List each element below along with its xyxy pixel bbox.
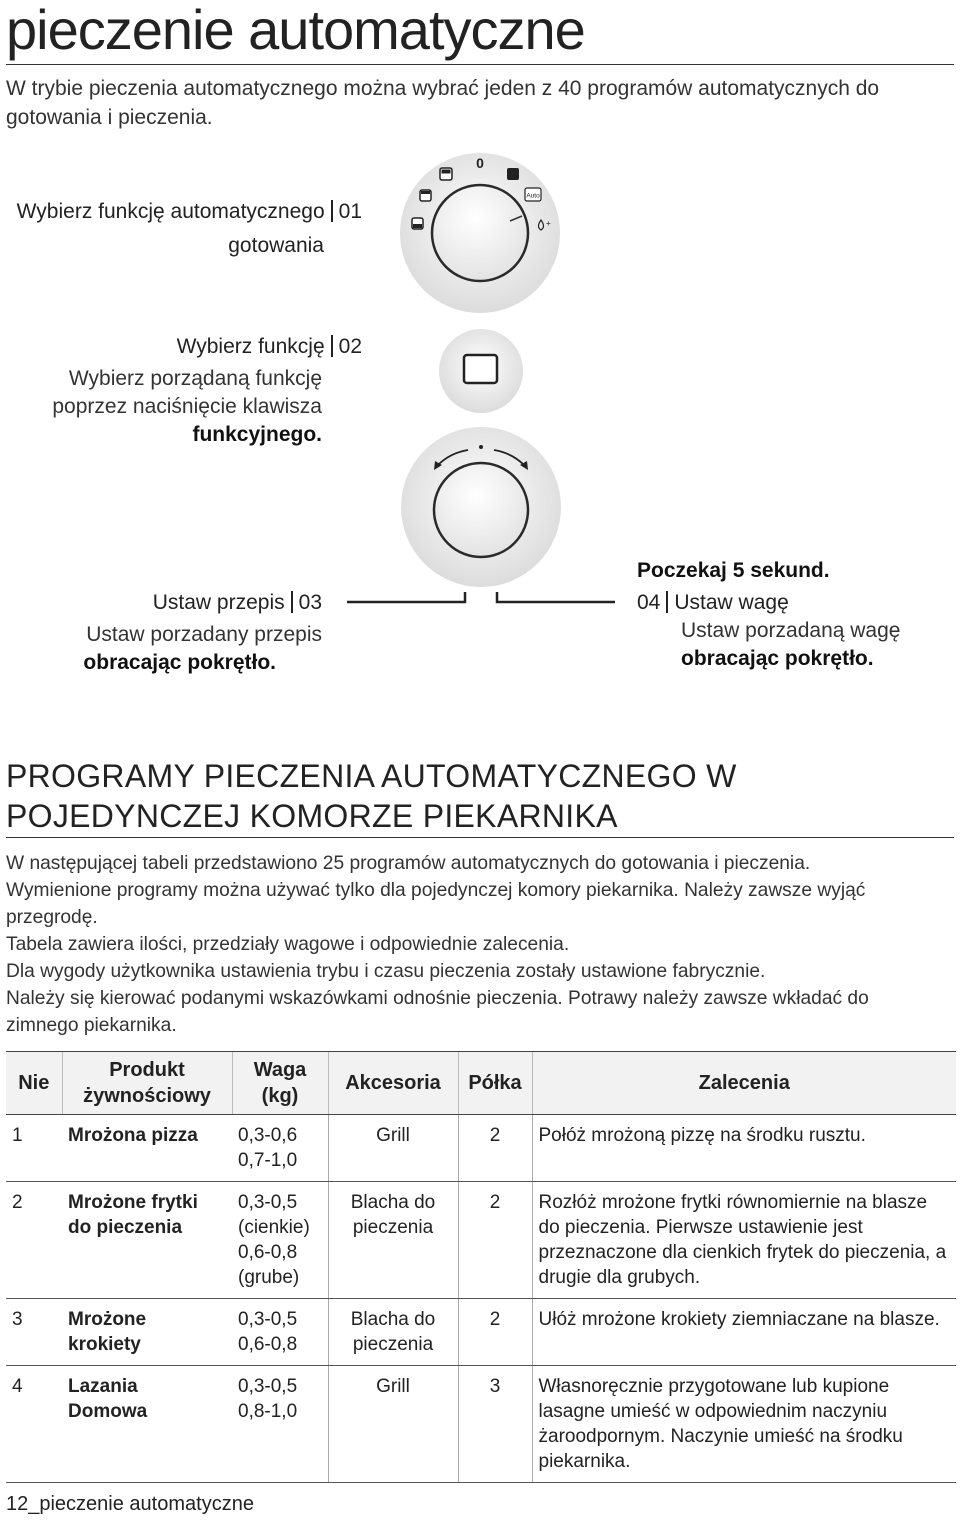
desc-p4: Dla wygody użytkownika ustawienia trybu i czasu pieczenia zostały ustawione fabrycznie. [6, 961, 766, 982]
step-02-number: 02 [338, 335, 362, 358]
cell-weight: 0,3-0,5 (cienkie) 0,6-0,8 (grube) [232, 1182, 328, 1299]
cell-shelf: 2 [458, 1299, 532, 1366]
table-row [6, 1115, 956, 1182]
section-description [6, 850, 946, 1039]
cell-number: 4 [6, 1366, 62, 1483]
cell-accessory: Grill [328, 1115, 458, 1182]
oven-full-icon [507, 168, 519, 180]
step-divider [331, 335, 333, 357]
cell-number: 2 [6, 1182, 62, 1299]
cell-shelf: 3 [458, 1366, 532, 1483]
step-03-line1: Ustaw porzadany przepis [86, 623, 322, 646]
cell-product: Mrożone krokiety [62, 1299, 232, 1366]
step-04-number: 04 [637, 591, 661, 614]
step-01-number: 01 [338, 200, 362, 223]
step-divider [331, 200, 333, 222]
cell-shelf: 2 [458, 1115, 532, 1182]
step-03-line2: obracając pokrętło. [83, 651, 276, 674]
table-row [6, 1182, 956, 1299]
section-divider [6, 837, 954, 838]
intro-text: W trybie pieczenia automatycznego można wybrać jeden z 40 programów automatycznych do gotowania i pieczenia. [6, 77, 880, 129]
step-04 [637, 557, 900, 673]
cell-recommendation: Rozłóż mrożone frytki równomiernie na blasze do pieczenia. Pierwsze ustawienie jest przeznaczone dla cienkich frytek do pieczenia, a drugie dla grubych. [532, 1182, 956, 1299]
step-02-line1: Wybierz porządaną funkcję [68, 367, 322, 390]
svg-text:+: + [546, 219, 551, 228]
step-03-title: Ustaw przepis [152, 591, 285, 614]
function-key[interactable] [464, 355, 497, 383]
cell-accessory: Grill [328, 1366, 458, 1483]
cell-accessory: Blacha do pieczenia [328, 1182, 458, 1299]
step-04-line2: obracając pokrętło. [681, 647, 874, 670]
step-divider [666, 591, 668, 613]
cell-recommendation: Połóż mrożoną pizzę na środku rusztu. [532, 1115, 956, 1182]
mode-dial-graphic [395, 150, 565, 315]
table-row [6, 1366, 956, 1483]
header-waga: Waga (kg) [232, 1052, 328, 1115]
header-akcesoria: Akcesoria [328, 1052, 458, 1115]
cell-accessory: Blacha do pieczenia [328, 1299, 458, 1366]
cell-weight: 0,3-0,5 0,6-0,8 [232, 1299, 328, 1366]
desc-p5: Należy się kierować podanymi wskazówkami odnośnie pieczenia. Potrawy należy zawsze wkładać do zimnego piekarnika. [6, 988, 869, 1036]
page-title: pieczenie automatyczne [6, 0, 585, 61]
step-02 [52, 333, 362, 449]
step-03-number: 03 [298, 591, 322, 614]
oven-upper-icon [420, 190, 431, 201]
dial-zero-label: 0 [476, 155, 484, 171]
cell-number: 3 [6, 1299, 62, 1366]
section-heading-line1: PROGRAMY PIECZENIA AUTOMATYCZNEGO W [6, 758, 737, 794]
cell-recommendation: Własnoręcznie przygotowane lub kupione lasagne umieść w odpowiednim naczyniu żaroodpornym. Naczynie umieść na środku piekarnika. [532, 1366, 956, 1483]
recipe-dial-knob[interactable] [434, 463, 528, 557]
cell-recommendation: Ułóż mrożone krokiety ziemniaczane na blasze. [532, 1299, 956, 1366]
step-02-line2: poprzez naciśnięcie klawisza [52, 395, 322, 418]
cell-product: Mrożona pizza [62, 1115, 232, 1182]
cell-product: Lazania Domowa [62, 1366, 232, 1483]
step-02-line3: funkcyjnego. [192, 423, 322, 446]
step-connector-lines [345, 590, 620, 610]
table-row [6, 1299, 956, 1366]
auto-icon [525, 188, 541, 201]
cell-weight: 0,3-0,6 0,7-1,0 [232, 1115, 328, 1182]
page-footer: 12_pieczenie automatyczne [6, 1493, 254, 1515]
step-04-wait: Poczekaj 5 sekund. [637, 559, 830, 582]
svg-text:Auto: Auto [526, 192, 540, 200]
desc-p1: W następującej tabeli przedstawiono 25 programów automatycznych do gotowania i pieczenia. [6, 853, 811, 874]
cell-weight: 0,3-0,5 0,8-1,0 [232, 1366, 328, 1483]
oven-top-icon [440, 168, 452, 180]
dial-dot [479, 445, 483, 449]
function-button-graphic [438, 328, 524, 414]
recipe-dial-graphic [398, 425, 564, 590]
step-01-title: Wybierz funkcję automatycznego [16, 200, 325, 223]
oven-lower-icon [412, 218, 423, 229]
section-heading-line2: POJEDYNCZEJ KOMORZE PIEKARNIKA [6, 798, 618, 834]
desc-p2: Wymienione programy można używać tylko dla pojedynczej komory piekarnika. Należy zawsze wyjąć przegrodę. [6, 880, 866, 928]
cell-product: Mrożone frytki do pieczenia [62, 1182, 232, 1299]
mode-dial-knob[interactable] [432, 185, 528, 281]
desc-p3: Tabela zawiera ilości, przedziały wagowe i odpowiednie zalecenia. [6, 934, 570, 955]
cell-number: 1 [6, 1115, 62, 1182]
header-nie: Nie [6, 1052, 62, 1115]
table-header-row [6, 1052, 956, 1115]
step-03 [83, 589, 322, 677]
step-04-line1: Ustaw porzadaną wagę [681, 619, 901, 642]
step-01-title-cont: gotowania [228, 234, 324, 257]
header-produkt: Produkt żywnościowy [62, 1052, 232, 1115]
header-polka: Półka [458, 1052, 532, 1115]
header-zalecenia: Zalecenia [532, 1052, 956, 1115]
step-divider [291, 591, 293, 613]
step-01 [17, 198, 362, 260]
title-divider [6, 64, 954, 65]
step-02-title: Wybierz funkcję [176, 335, 325, 358]
programs-table [6, 1051, 956, 1483]
section-heading [6, 756, 926, 836]
cell-shelf: 2 [458, 1182, 532, 1299]
step-04-title: Ustaw wagę [674, 591, 789, 614]
